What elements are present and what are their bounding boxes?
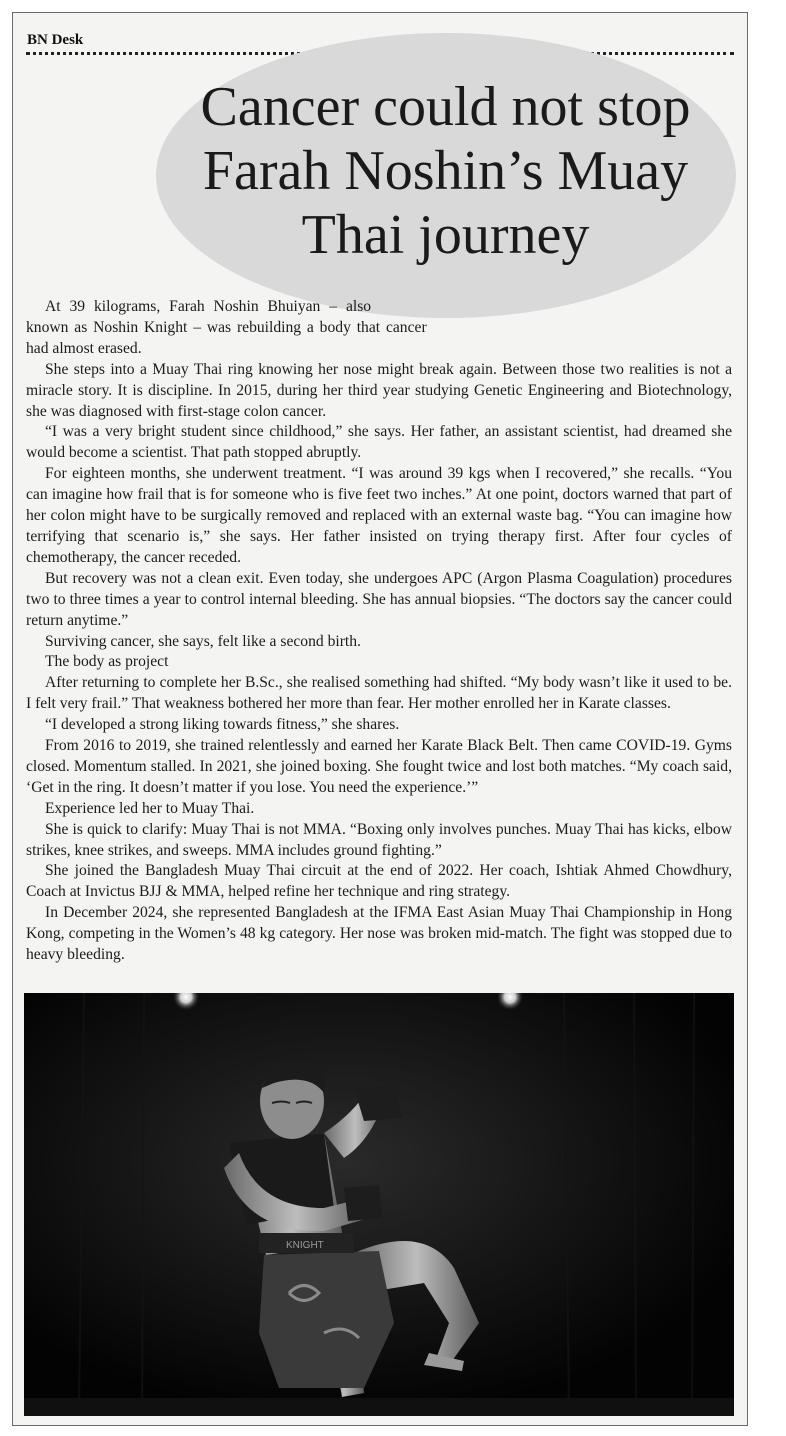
byline: BN Desk xyxy=(27,32,84,48)
headline-wrap-spacer xyxy=(292,62,732,334)
paragraph: Surviving cancer, she says, felt like a second birth. xyxy=(45,632,361,650)
paragraph: But recovery was not a clean exit. Even today, she undergoes APC (Argon Plasma Coagulation) procedures two to three times a year to control internal bleeding. She has annual biopsies. “The doctors say the cancer could return anytime.” xyxy=(26,569,732,629)
newspaper-clipping xyxy=(12,12,748,1426)
paragraph: She steps into a Muay Thai ring knowing her nose might break again. Between those two realities is not a miracle story. It is discipline. In 2015, during her third year studying Genetic Engineering and Biotechnology, she was diagnosed with first-stage colon cancer. xyxy=(26,360,732,420)
paragraph: At 39 kilograms, Farah Noshin Bhuiyan – also known as Noshin Knight – was rebuilding a body that cancer had almost erased. xyxy=(26,298,427,357)
paragraph: “I developed a strong liking towards fitness,” she shares. xyxy=(45,716,400,734)
paragraph: She joined the Bangladesh Muay Thai circuit at the end of 2022. Her coach, Ishtiak Ahmed Chowdhury, Coach at Invictus BJJ & MMA, helped refine her technique and ring strategy. xyxy=(26,862,732,901)
article-body xyxy=(26,62,732,966)
headline: Cancer could not stop Farah Noshin’s Muay Thai journey xyxy=(200,76,691,266)
fighter-photo-illustration xyxy=(24,993,734,1416)
paragraph: After returning to complete her B.Sc., she realised something had shifted. “My body wasn’t like it used to be. I felt very frail.” That weakness bothered her more than fear. Her mother enrolled her in Karate classes. xyxy=(26,674,732,713)
fighter-photo xyxy=(24,993,734,1416)
waistband-text: KNIGHT xyxy=(286,1240,324,1251)
paragraph: “I was a very bright student since childhood,” she says. Her father, an assistant scientist, had dreamed she would become a scientist. That path stopped abruptly. xyxy=(26,423,732,462)
paragraph: In December 2024, she represented Bangladesh at the IFMA East Asian Muay Thai Championship in Hong Kong, competing in the Women’s 48 kg category. Her nose was broken mid-match. The fight was stopped due to heavy bleeding. xyxy=(26,904,732,964)
paragraph: She is quick to clarify: Muay Thai is not MMA. “Boxing only involves punches. Muay Thai has kicks, elbow strikes, knee strikes, and sweeps. MMA includes ground fighting.” xyxy=(26,820,732,859)
text-flow-spacer xyxy=(26,62,156,297)
paragraph: From 2016 to 2019, she trained relentlessly and earned her Karate Black Belt. Then came COVID-19. Gyms closed. Momentum stalled. In 2021, she joined boxing. She fought twice and lost both matches. “My coach said, ‘Get in the ring. It doesn’t matter if you lose. You need the experience.’” xyxy=(26,737,732,796)
subheading: The body as project xyxy=(45,653,169,671)
paragraph: Experience led her to Muay Thai. xyxy=(45,799,255,817)
paragraph: For eighteen months, she underwent treatment. “I was around 39 kgs when I recovered,” she recalls. “You can imagine how frail that is for someone who is five feet two inches.” At one point, doctors warned that part of her colon might have to be surgically removed and replaced with an external waste bag. “You can imagine how terrifying that scenario is,” she says. Her father insisted on trying therapy first. After four cycles of chemotherapy, the cancer receded. xyxy=(26,465,732,566)
